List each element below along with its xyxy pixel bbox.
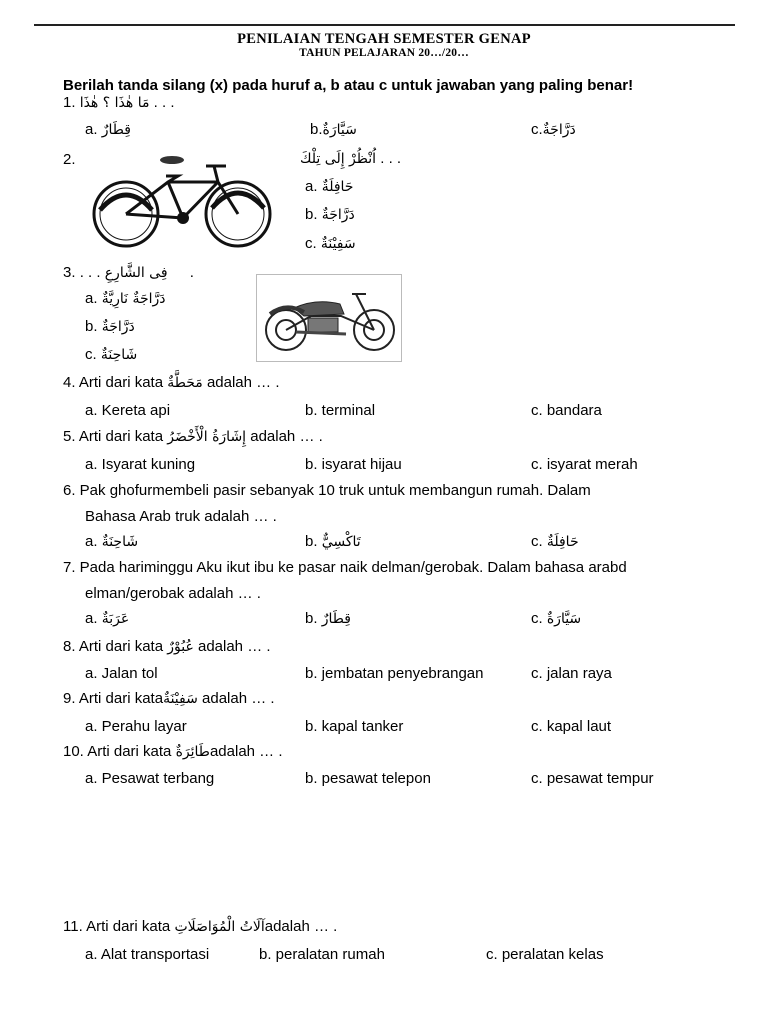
option-b[interactable]: b. دَرَّاجَةٌ [85,318,135,335]
question-1 [63,94,175,111]
option-b[interactable]: b. دَرَّاجَةٌ [305,206,355,223]
option-b[interactable]: b. pesawat telepon [305,770,431,787]
question-number: 3. [63,264,76,281]
option-c[interactable]: c. kapal laut [531,718,612,735]
option-a[interactable]: a. شَاحِنَةٌ [85,533,139,550]
option-c[interactable]: c. سَفِيْنَةٌ [305,235,356,252]
option-a[interactable]: a. حَافِلَةٌ [305,178,354,195]
header-rule [34,24,735,26]
question-arabic: اُنْظُرْ إِلَى تِلْكَ [300,151,377,167]
option-a[interactable]: a. Isyarat kuning [85,456,196,473]
question-number: 1. [63,94,76,111]
question-3 [63,264,194,281]
option-c[interactable]: c. bandara [531,402,602,419]
option-c[interactable]: c. حَافِلَةٌ [531,533,579,550]
option-a[interactable]: a. Kereta api [85,402,171,419]
question-4: 4. Arti dari kata مَحَطَّةٌ adalah … . [63,374,280,391]
question-2-number: 2. [63,151,76,168]
option-b[interactable]: b.سَيَّارَةٌ [310,121,357,138]
bicycle-illustration [88,150,278,250]
question-11: 11. Arti dari kata آلَاتُ الْمُوَاصَلَاتِadalah … . [63,918,338,935]
question-6-line-1: 6. Pak ghofurmembeli pasir sebanyak 10 truk untuk membangun rumah. Dalam [63,482,591,499]
option-a[interactable]: a. Jalan tol [85,665,158,682]
question-6-line-2: Bahasa Arab truk adalah … . [85,508,277,525]
option-a[interactable]: a. دَرَّاجَةٌ نَارِيَّةٌ [85,290,166,307]
option-a[interactable]: a. Perahu layar [85,718,187,735]
question-arabic: فِى الشَّارِعِ [104,265,168,281]
option-a[interactable]: a. Alat transportasi [85,946,210,963]
option-a[interactable]: a. عَرَبَةٌ [85,610,130,627]
question-7-line-1: 7. Pada hariminggu Aku ikut ibu ke pasar naik delman/gerobak. Dalam bahasa arabd [63,559,627,576]
instruction: Berilah tanda silang (x) pada huruf a, b atau c untuk jawaban yang paling benar! [63,77,634,94]
question-9: 9. Arti dari kataسَفِيْنَةٌ adalah … . [63,690,275,707]
question-end: . [189,264,194,281]
page-title: PENILAIAN TENGAH SEMESTER GENAP [237,31,531,47]
option-c[interactable]: c. pesawat tempur [531,770,654,787]
question-10: 10. Arti dari kata طَائِرَةٌadalah … . [63,743,283,760]
option-b[interactable]: b. terminal [305,402,376,419]
option-b[interactable]: b. isyarat hijau [305,456,402,473]
option-b[interactable]: b. peralatan rumah [259,946,385,963]
option-c[interactable]: c. isyarat merah [531,456,638,473]
question-dots: . . . [79,264,101,281]
option-b[interactable]: b. jembatan penyebrangan [305,665,484,682]
option-b[interactable]: b. تَاكْسِيٌّ [305,533,361,550]
motorcycle-illustration [256,274,402,362]
option-b[interactable]: b. kapal tanker [305,718,404,735]
question-5: 5. Arti dari kata إِشَارَةُ الْأَخْضَرُ adalah … . [63,428,323,445]
question-7-line-2: elman/gerobak adalah … . [85,585,261,602]
question-arabic: مَا هٰذَا ؟ هٰذَا [79,95,150,111]
option-a[interactable]: a. قِطَارٌ [85,121,131,138]
option-c[interactable]: c. سَيَّارَةٌ [531,610,582,627]
question-dots: . . . [153,94,175,111]
option-a[interactable]: a. Pesawat terbang [85,770,215,787]
option-c[interactable]: c. peralatan kelas [486,946,604,963]
page-subtitle: TAHUN PELAJARAN 20…/20… [299,47,469,59]
question-dots: . . . [380,150,402,167]
option-c[interactable]: c. شَاحِنَةٌ [85,346,138,363]
option-c[interactable]: c.دَرَّاجَةٌ [531,121,576,138]
option-c[interactable]: c. jalan raya [531,665,612,682]
question-8: 8. Arti dari kata عُبُوْرٌ adalah … . [63,638,271,655]
option-b[interactable]: b. قِطَارٌ [305,610,351,627]
question-2 [300,150,401,167]
